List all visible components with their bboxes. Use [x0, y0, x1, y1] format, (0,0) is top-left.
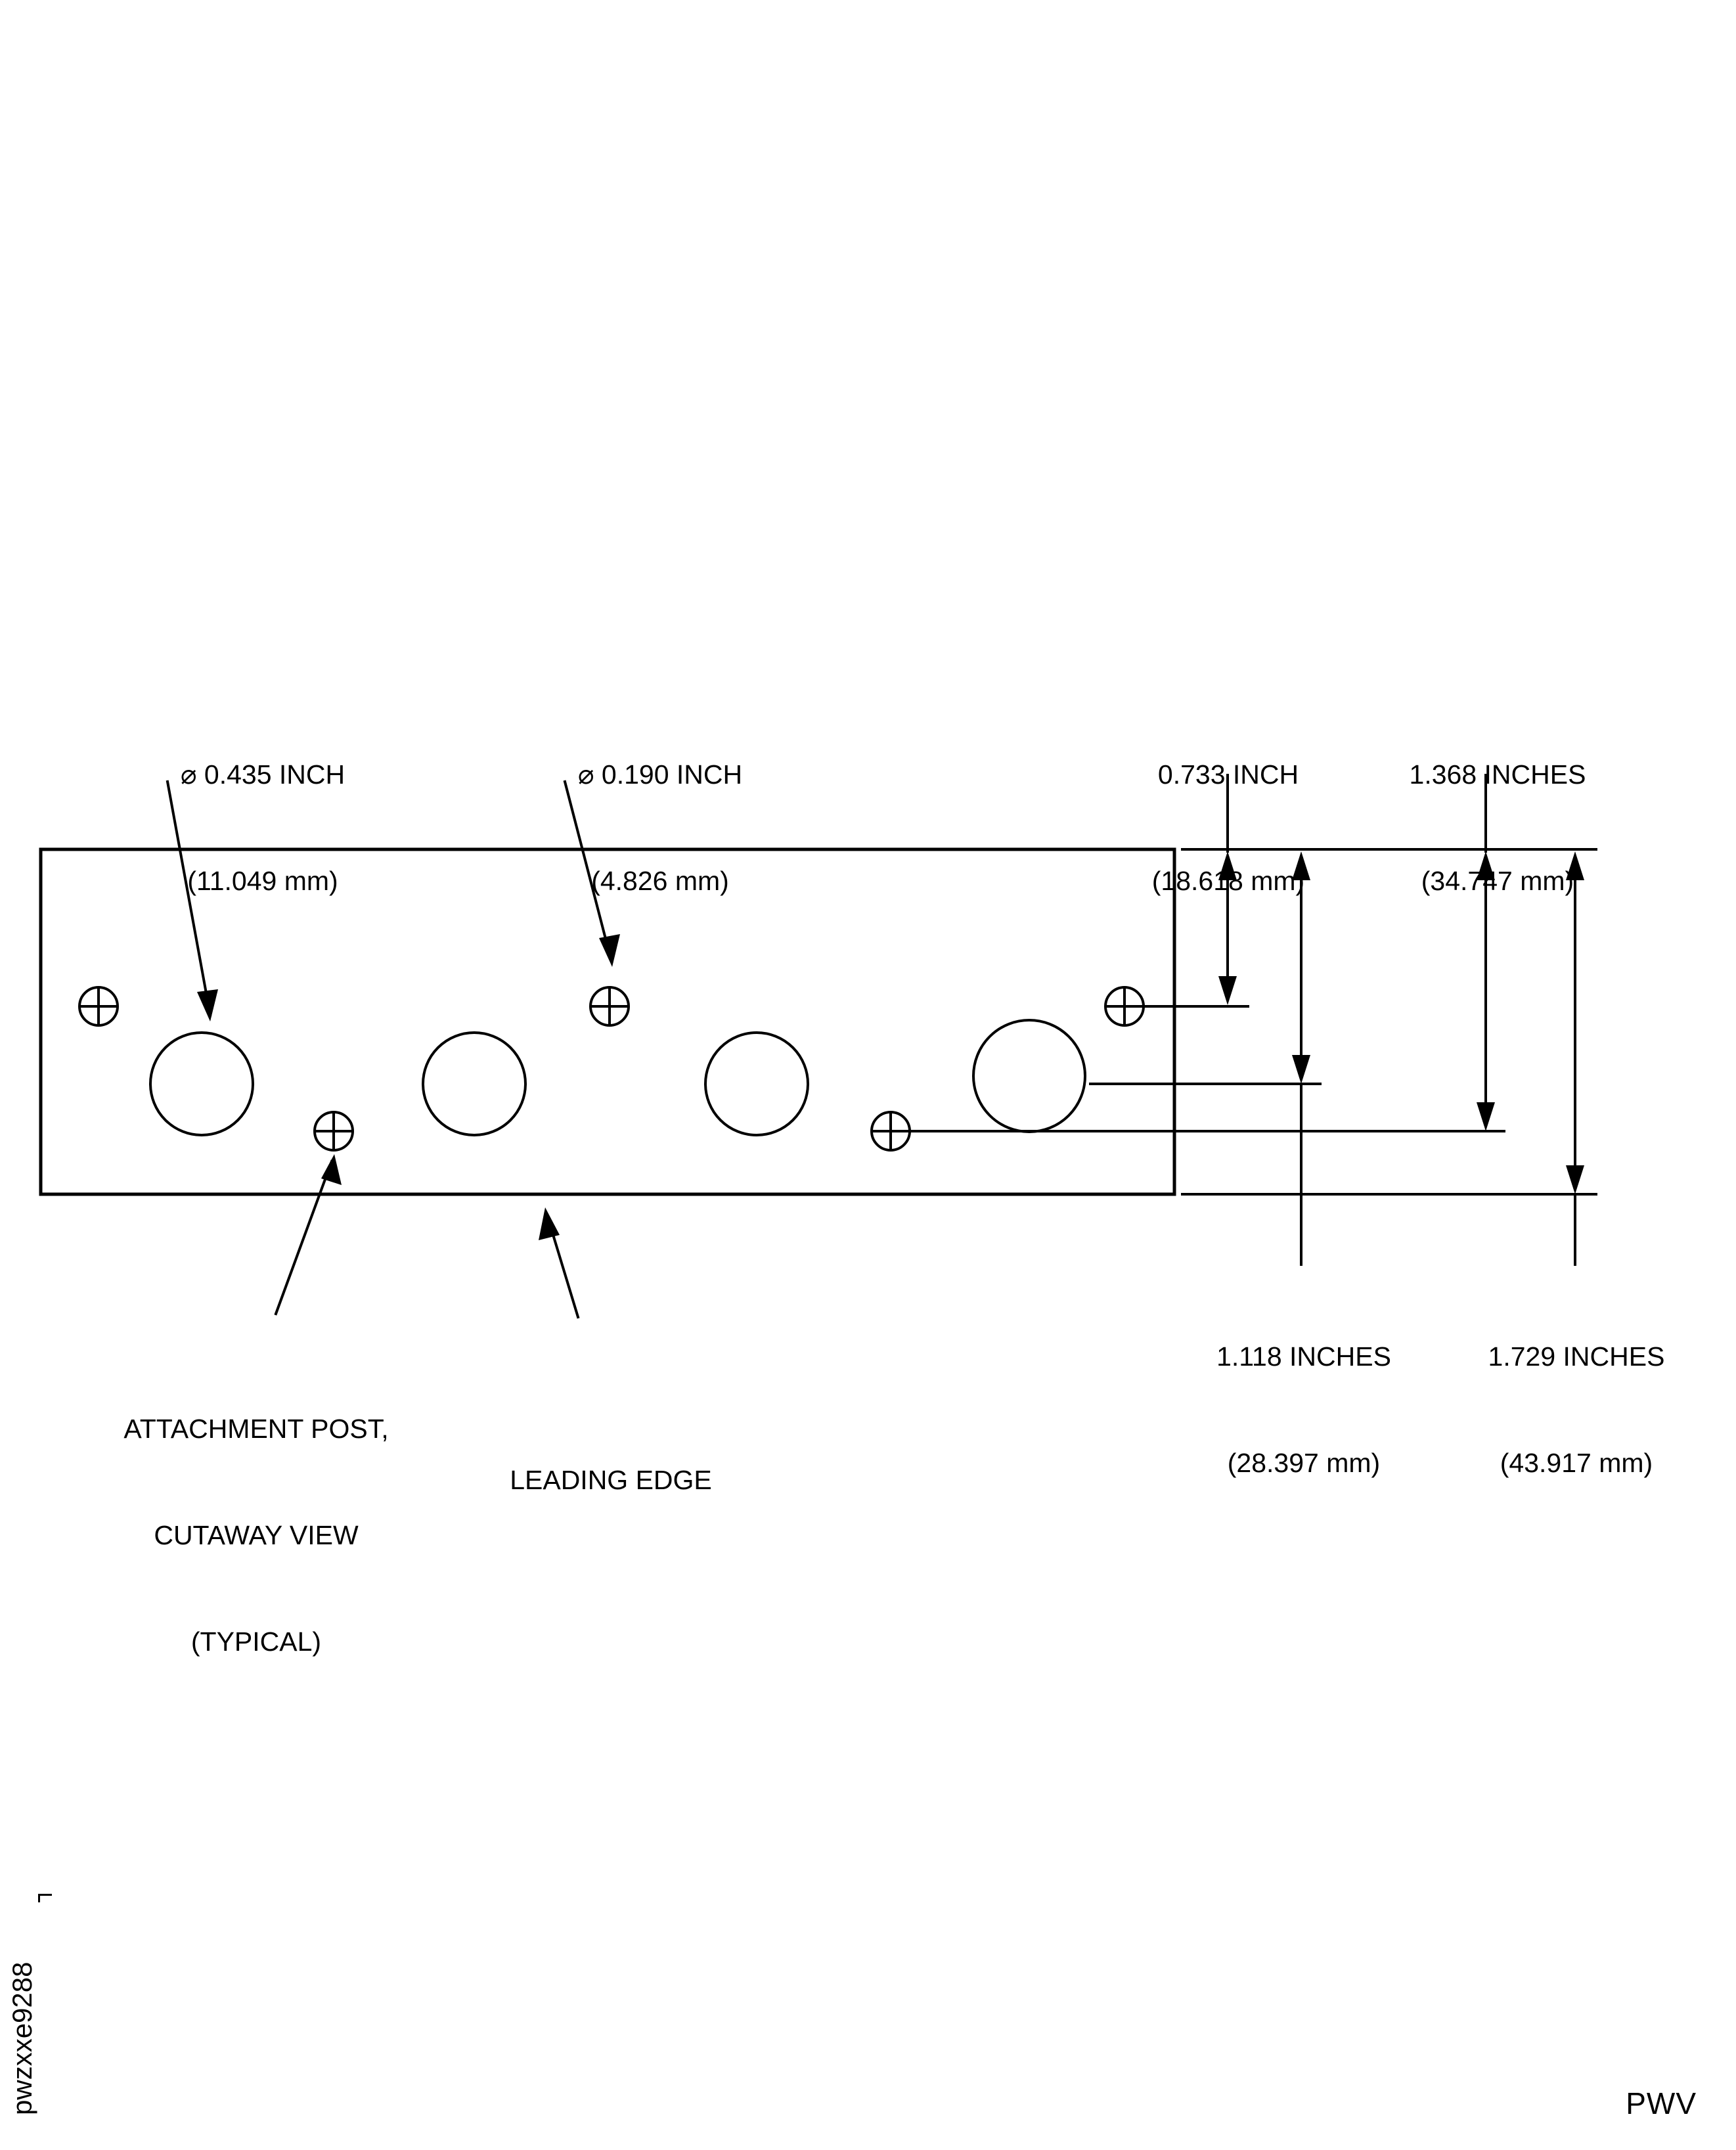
annotation-attachment-post-line1: ATTACHMENT POST,: [123, 1414, 389, 1444]
annotation-large-hole-line2: (11.049 mm): [187, 866, 338, 896]
annotation-small-hole-line2: (4.826 mm): [591, 866, 729, 896]
annotation-large-hole-line1: ⌀ 0.435 INCH: [180, 759, 345, 790]
annotation-attachment-post-line3: (TYPICAL): [190, 1626, 322, 1657]
dimension-label-1368-line2: (34.747 mm): [1421, 866, 1574, 896]
annotation-attachment-post: [39, 1340, 473, 1730]
dim-leader-stems: [1301, 1084, 1575, 1265]
large-hole-2: [423, 1033, 525, 1135]
attachment-post-4: [872, 1112, 910, 1150]
figure-id-text: pwzxxe9288: [7, 1961, 37, 2115]
large-hole-4: [973, 1020, 1085, 1132]
dimension-label-1118: [1143, 1268, 1465, 1552]
dimension-label-1729-line1: 1.729 INCHES: [1488, 1341, 1665, 1372]
dimension-label-1118-line1: 1.118 INCHES: [1216, 1341, 1391, 1372]
figure-id: [7, 1898, 78, 2115]
dimension-label-1118-line2: (28.397 mm): [1227, 1448, 1381, 1478]
attachment-post-2: [315, 1112, 353, 1150]
dimension-label-1729: [1419, 1268, 1734, 1552]
large-hole-3: [705, 1033, 808, 1135]
attachment-post-3: [590, 987, 629, 1025]
annotation-leading-edge-line1: LEADING EDGE: [510, 1465, 712, 1495]
large-hole-1: [150, 1033, 253, 1135]
dimension-label-0733-line2: (18.618 mm): [1151, 866, 1305, 896]
attachment-post-1: [79, 987, 118, 1025]
annotation-small-hole: [496, 686, 824, 970]
dimension-label-1368-line1: 1.368 INCHES: [1409, 759, 1586, 790]
leader-attachment-post: [276, 1154, 342, 1314]
attachment-post-5: [1105, 987, 1144, 1025]
dimension-label-0733-line1: 0.733 INCH: [1157, 759, 1299, 790]
footer-mark: PWV: [1626, 2086, 1697, 2120]
annotation-leading-edge: [460, 1391, 762, 1569]
annotation-large-hole: [99, 686, 427, 970]
dimension-label-1368: [1333, 686, 1662, 970]
leader-leading-edge: [539, 1207, 578, 1317]
dimension-label-1729-line2: (43.917 mm): [1500, 1448, 1653, 1478]
annotation-attachment-post-line2: CUTAWAY VIEW: [154, 1520, 359, 1550]
annotation-small-hole-line1: ⌀ 0.190 INCH: [577, 759, 743, 790]
